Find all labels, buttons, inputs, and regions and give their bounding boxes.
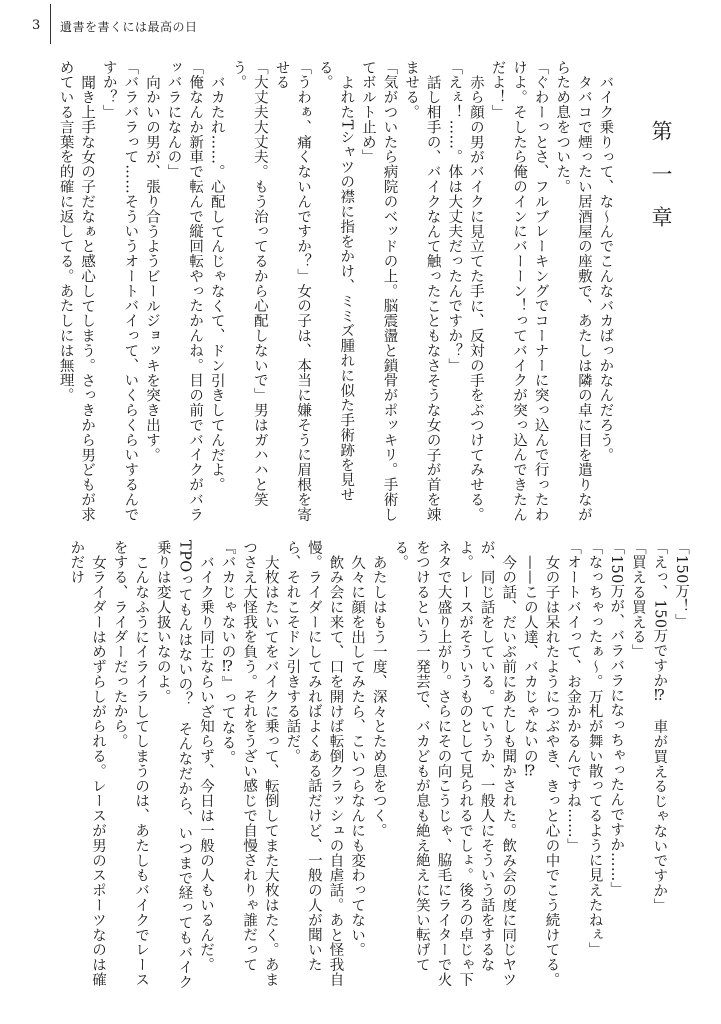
lower-paragraphs xyxy=(65,540,691,1000)
chapter-heading: 第一章 xyxy=(649,120,673,249)
paragraph: 「バラバラって……そういうオートバイって、いくらくらいするんですか？」 xyxy=(100,60,139,522)
paragraph: よれたTシャツの襟に指をかけ、ミミズ腫れに似た手術跡を見せる。 xyxy=(316,60,355,502)
paragraph: 今の話、だいぶ前にあたしも聞かされた。飲み会の度に同じヤツが、同じ話をしている。ていうか、一般人にそういう話をするなよ。レースがそういうものとして見られるでしょ。後ろの卓じゃ下ネタで大盛り上がり。さらにその向こうじゃ、脇毛にライターで火をつけるという一発芸で、バカどもが息も絶え絶えに笑い転げてる。 xyxy=(392,540,517,987)
paragraph: 「えっ、150万ですか⁉ 車が買えるじゃないですか」 xyxy=(651,540,668,914)
paragraph: 「なっちゃったぁ〜。万札が舞い散ってるように見えたねぇ」 xyxy=(586,540,603,958)
paragraph: 「オートバイって、お金かかるんですね……」 xyxy=(565,540,582,853)
paragraph: 向かいの男が、張り合うようビールジョッキを突き出す。 xyxy=(143,74,160,462)
paragraph: 「うわぁ、痛くないんですか？」女の子は、本当に嫌そうに眉根を寄せる xyxy=(273,60,312,522)
paragraph: 「気がついたら病院のベッドの上。脳震盪と鎖骨がポッキリ。手術してボルト止め」 xyxy=(359,60,398,522)
page-number: 3 xyxy=(32,18,41,33)
running-title: 遺書を書くには最高の日 xyxy=(60,20,198,34)
paragraph: 「大丈夫大丈夫。もう治ってるから心配しないで」男はガハハと笑う。 xyxy=(230,60,268,507)
paragraph: タバコで煙ったい居酒屋の座敷で、あたしは隣の卓に目を遣りながらため息をついた。 xyxy=(554,60,592,522)
paragraph: バカたれ……。心配してんじゃなくて、ドン引きしてんだよ。 xyxy=(208,74,225,492)
paragraph: ——この人達、バカじゃないの⁉ xyxy=(521,554,538,780)
paragraph: 女ライダーはめずらしがられる。レースが男のスポーツなのは確かだけ xyxy=(68,540,106,987)
upper-paragraphs xyxy=(54,60,615,525)
paragraph: あたしはもう一度、深々とため息をつく。 xyxy=(370,554,387,838)
paragraph: 「えぇ！……。体は大丈夫だったんですか？」 xyxy=(446,60,463,373)
paragraph: 「150万！」 xyxy=(673,540,689,629)
header-divider xyxy=(50,4,51,44)
paragraph: 聞き上手な女の子だなぁと感心してしまう。さっきから男どもが求めている言葉を的確に返してる。あたしには無理。 xyxy=(57,60,96,522)
paragraph: バイク乗りって、な〜んでこんなバカばっかなんだろう。 xyxy=(597,74,614,462)
text-block-upper xyxy=(57,60,691,525)
paragraph: 話し相手の、バイクなんて触ったこともなさそうな女の子が首を竦ませる。 xyxy=(403,60,441,522)
paragraph: 大枚はたいてをバイクに乗って、転倒してまた大枚はたく。あまつさえ大怪我を負う。それをうざい感じで自慢されりゃ誰だって『バカじゃないの⁉』ってなる。 xyxy=(219,540,279,987)
text-block-lower xyxy=(31,540,691,1000)
paragraph: こんなふうにイライラしてしまうのは、あたしもバイクでレースをする、ライダーだったから。 xyxy=(111,540,150,987)
paragraph: 赤ら顔の男がバイクに見立てた手に、反対の手をぶつけてみせる。 xyxy=(467,74,484,522)
paragraph: 「俺なんか新車で転んで縦回転やったかんね。目の前でバイクがバラッバラになんの」 xyxy=(165,60,204,522)
paragraph: 女の子は呆れたようにつぶやき、きっと心の中でこう続けてる。 xyxy=(543,554,560,987)
paragraph: 「買える買える」 xyxy=(629,540,646,660)
paragraph: 「150万が、バラバラになっちゃったんですか……」 xyxy=(608,540,625,897)
running-head xyxy=(0,0,721,48)
paragraph: 「ぐわーっとさ、フルブレーキングでコーナーに突っ込んで行ったわけよ。そしたら俺のインにバーーン！ってバイクが突っ込んできたんだよ！」 xyxy=(489,60,549,522)
paragraph: 久々に顔を出してみたら、こいつらなんにも変わってない。 xyxy=(349,554,366,957)
paragraph: バイク乗り同士ならいざ知らず、今日は一般の人もいるんだ。TPOってもんはないの？ そんなだから、いつまで経ってもバイク乗りは変人扱いなのよ。 xyxy=(154,540,214,990)
paragraph: 飲み会に来て、口を開けば転倒クラッシュの自虐話。あと怪我自慢。ライダーにしてみればよくある話だけど、一般の人が聞いたら、それこそドン引きする話だ。 xyxy=(284,540,344,987)
